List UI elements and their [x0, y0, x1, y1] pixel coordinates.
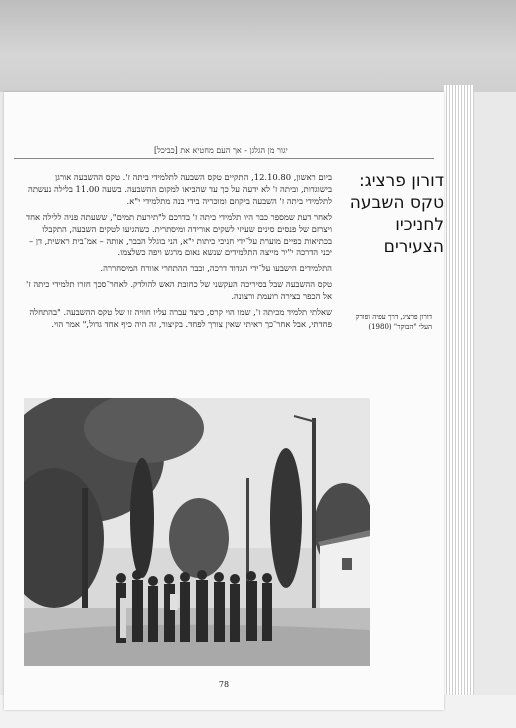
page-number: 78: [218, 680, 230, 689]
title-line: דורון פרציג:: [358, 171, 444, 191]
photo-caption: [336, 312, 432, 332]
body-paragraph: לאחר דעת שמספר כבר היו תלמידי כיתה ז' בדרכם ל"תירעת תמים", ששעתה פניה ללילה אחד ויצרזם של פנסים סינים שעיזי לשקים אורידה ומיסתרית. כשהגיעו לטקים השבעה, התקבלו בכתיאות כפיים מוערת על־ידי חניכי כיתות י"א, הני בוגלל הבבר, אותה – אמ־בית ראשית, דן – יכני הדרכה י"יר מייצה התלמידים שנשא נאום מרגש ויפה כשלצמו.: [26, 211, 332, 258]
title-line: טקס השבעה: [349, 193, 444, 213]
scan-background-top: [0, 0, 516, 92]
caption-line: העלי "הבוקר" (1980): [368, 323, 432, 331]
book-page-edges: [444, 85, 474, 695]
body-paragraph: ביום ראשון, 12.10.80, התקיים טקס השבעה לתלמידי ביתה ז'. טקס ההשבעה אורגן בישוגדות, וביתה ז' לא ידעה על כך עד שהביאו למקום ההשבעה. בשעה 11.00 בלילה נעשתה לתלמידי ביתה ז' השבעה ביקוזם ומוכריה בידי בנה מתלמידי י"א.: [28, 172, 332, 206]
article-body: [26, 172, 332, 335]
photo-illustration: [24, 398, 370, 666]
title-line: הצעירים: [383, 237, 444, 257]
running-head: יגור מן הגלגן - אך העם מחטיא את [כביכל]: [154, 146, 288, 155]
book-page: [4, 92, 444, 710]
group-photo: [24, 398, 370, 666]
title-line: לחניכיו: [395, 215, 444, 235]
article-title: [340, 170, 444, 258]
body-paragraph: התלמידים הישבעו על־ידי הגדוד דרכה, וכבר ההתחרי אוורח המיסחררה.: [100, 263, 332, 274]
header-rule: [14, 158, 434, 159]
caption-line: דורון פרציג, דרך עפיה ופורק: [355, 313, 432, 321]
body-paragraph: טקס ההשבעה שבל בסיריכה העקשני של כחובת האש להולדק. לאחר־סכך חזרו תלמידי כיתה ז' אל הכפר בצירה רועמת ורצונה.: [26, 279, 332, 302]
body-paragraph: שאלתי תלמיד מכיתה ז', שמו הוי קרס, כיצד עברה עליו חוויה זו של טקס ההשבעה. "בהתחלה פחדתי, אבל אחר־כך ראיתי שאין צורך לפחד. בקיצור, זה היה כיף אחד גדול," אמר הוי.: [29, 307, 332, 329]
